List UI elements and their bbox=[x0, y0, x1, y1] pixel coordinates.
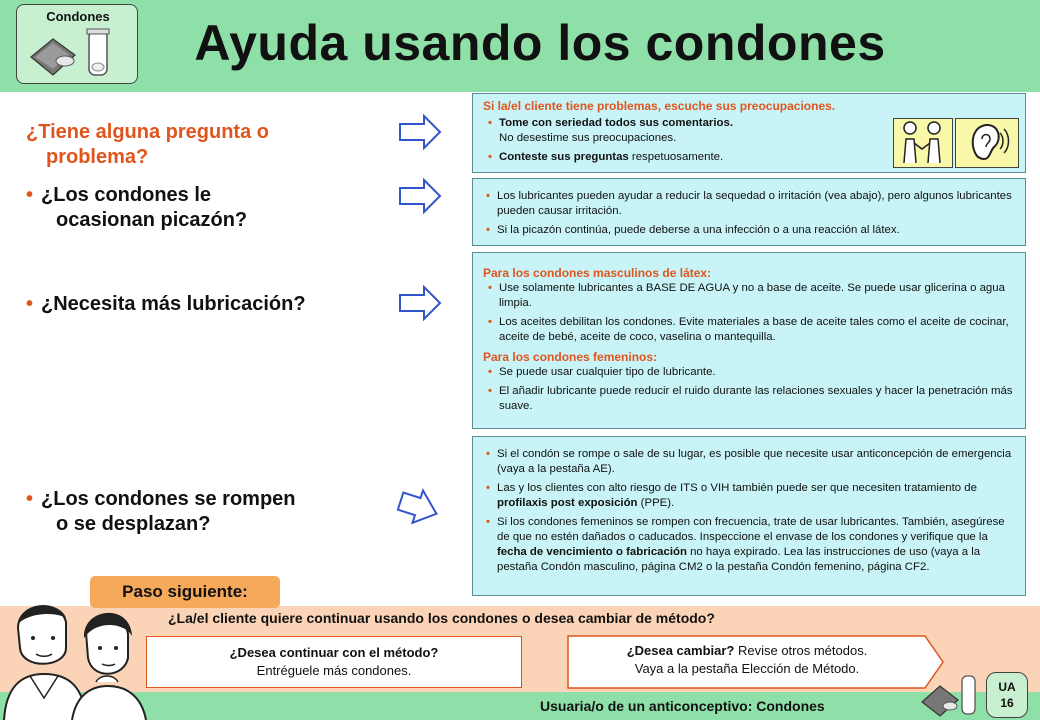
couple-icon bbox=[894, 119, 950, 165]
tab-label: Condones bbox=[46, 9, 110, 24]
list-item: • Se puede usar cualquier tipo de lubricante. bbox=[483, 365, 1015, 380]
section-code-badge[interactable] bbox=[986, 672, 1028, 718]
couple-icon-frame bbox=[893, 118, 953, 168]
breakage-box bbox=[472, 436, 1026, 596]
change-method-title: ¿Desea cambiar? bbox=[626, 643, 735, 658]
section-code-prefix: UA bbox=[998, 680, 1016, 694]
list-item: • Si los condones femeninos se rompen con frecuencia, trate de usar lubricantes. También, asegúrese de que no estén dañados o caducados. Inspeccione el envase de los condones y verifique que la fecha de vencimiento o fabricación no haya expirado. Lea las instrucciones de uso (vaya a la pestaña Condón masculino, página CM2 o la pestaña Condón femenino, página CF2. bbox=[481, 515, 1015, 575]
page-title: Ayuda usando los condones bbox=[194, 15, 886, 71]
question-itching-line1: ¿Los condones le bbox=[41, 184, 212, 206]
list-item: • Los aceites debilitan los condones. Evite materiales a base de aceite tales como el aceite de cocinar, aceite de bebé, aceite de coco, vaselina o mantequilla. bbox=[483, 315, 1015, 345]
female-condoms-heading: Para los condones femeninos: bbox=[483, 350, 658, 364]
list-item: • Si la picazón continúa, puede deberse a una infección o a una reacción al látex. bbox=[481, 223, 1015, 238]
question-breakage-line1: ¿Los condones se rompen bbox=[41, 488, 296, 510]
question-problems-line2: problema? bbox=[46, 146, 149, 168]
list-item: • Las y los clientes con alto riesgo de ITS o VIH también puede ser que necesiten tratamiento de profilaxis post exposición (PPE). bbox=[481, 481, 1015, 511]
question-lubrication: • ¿Necesita más lubricación? bbox=[26, 293, 306, 315]
question-breakage-line2: o se desplazan? bbox=[56, 513, 211, 535]
list-item: • Use solamente lubricantes a BASE DE AGUA y no a base de aceite. Se puede usar glicerina o agua limpia. bbox=[483, 281, 1015, 311]
arrow-right-icon bbox=[398, 285, 442, 321]
list-item: • Tome con seriedad todos sus comentarios. No desestime sus preocupaciones. bbox=[483, 116, 1015, 146]
next-step-question: ¿La/el cliente quiere continuar usando los condones o desea cambiar de método? bbox=[168, 610, 715, 626]
list-item: • Conteste sus preguntas respetuosamente. bbox=[483, 150, 1015, 165]
arrow-right-icon bbox=[398, 114, 442, 150]
list-item: • El añadir lubricante puede reducir el ruido durante las relaciones sexuales y hacer la penetración más suave. bbox=[483, 384, 1015, 414]
question-problems-line1: ¿Tiene alguna pregunta o bbox=[26, 121, 269, 143]
question-lubrication-line1: ¿Necesita más lubricación? bbox=[41, 293, 306, 315]
question-itching: • ¿Los condones le ocasionan picazón? bbox=[26, 184, 248, 231]
lubrication-box bbox=[472, 252, 1026, 429]
condom-packet-icon bbox=[27, 27, 127, 83]
next-step-label: Paso siguiente: bbox=[90, 576, 280, 608]
arrow-right-icon bbox=[398, 178, 442, 214]
continue-method-option[interactable] bbox=[146, 636, 522, 688]
list-item: • Los lubricantes pueden ayudar a reducir la sequedad o irritación (vea abajo), pero algunos lubricantes pueden causar irritación. bbox=[481, 189, 1015, 219]
continue-method-title: ¿Desea continuar con el método? bbox=[229, 645, 439, 660]
condones-tab[interactable] bbox=[16, 4, 138, 84]
change-method-text[interactable]: ¿Desea cambiar? Revise otros métodos. Vaya a la pestaña Elección de Método. bbox=[626, 643, 868, 676]
listening-box-heading: Si la/el cliente tiene problemas, escuche sus preocupaciones. bbox=[483, 99, 836, 113]
itching-box bbox=[472, 178, 1026, 246]
male-condoms-heading: Para los condones masculinos de látex: bbox=[483, 266, 712, 280]
test-tube-icon bbox=[962, 676, 975, 714]
question-problems bbox=[26, 120, 269, 170]
ear-icon-frame bbox=[955, 118, 1019, 168]
ear-icon bbox=[956, 119, 1016, 165]
arrow-down-right-icon bbox=[396, 484, 442, 528]
list-item: • Si el condón se rompe o sale de su lugar, es posible que necesite usar anticoncepción de emergencia (vaya a la pestaña AE). bbox=[481, 447, 1015, 477]
condom-packet-icon bbox=[918, 672, 982, 720]
footer-band bbox=[0, 692, 1040, 720]
question-itching-line2: ocasionan picazón? bbox=[56, 209, 248, 231]
continue-method-text: Entréguele más condones. bbox=[256, 663, 412, 678]
section-code-number: 16 bbox=[1000, 696, 1014, 710]
footer-title: Usuaria/o de un anticonceptivo: Condones bbox=[540, 698, 825, 714]
question-breakage: • ¿Los condones se rompen o se desplazan? bbox=[26, 488, 296, 535]
